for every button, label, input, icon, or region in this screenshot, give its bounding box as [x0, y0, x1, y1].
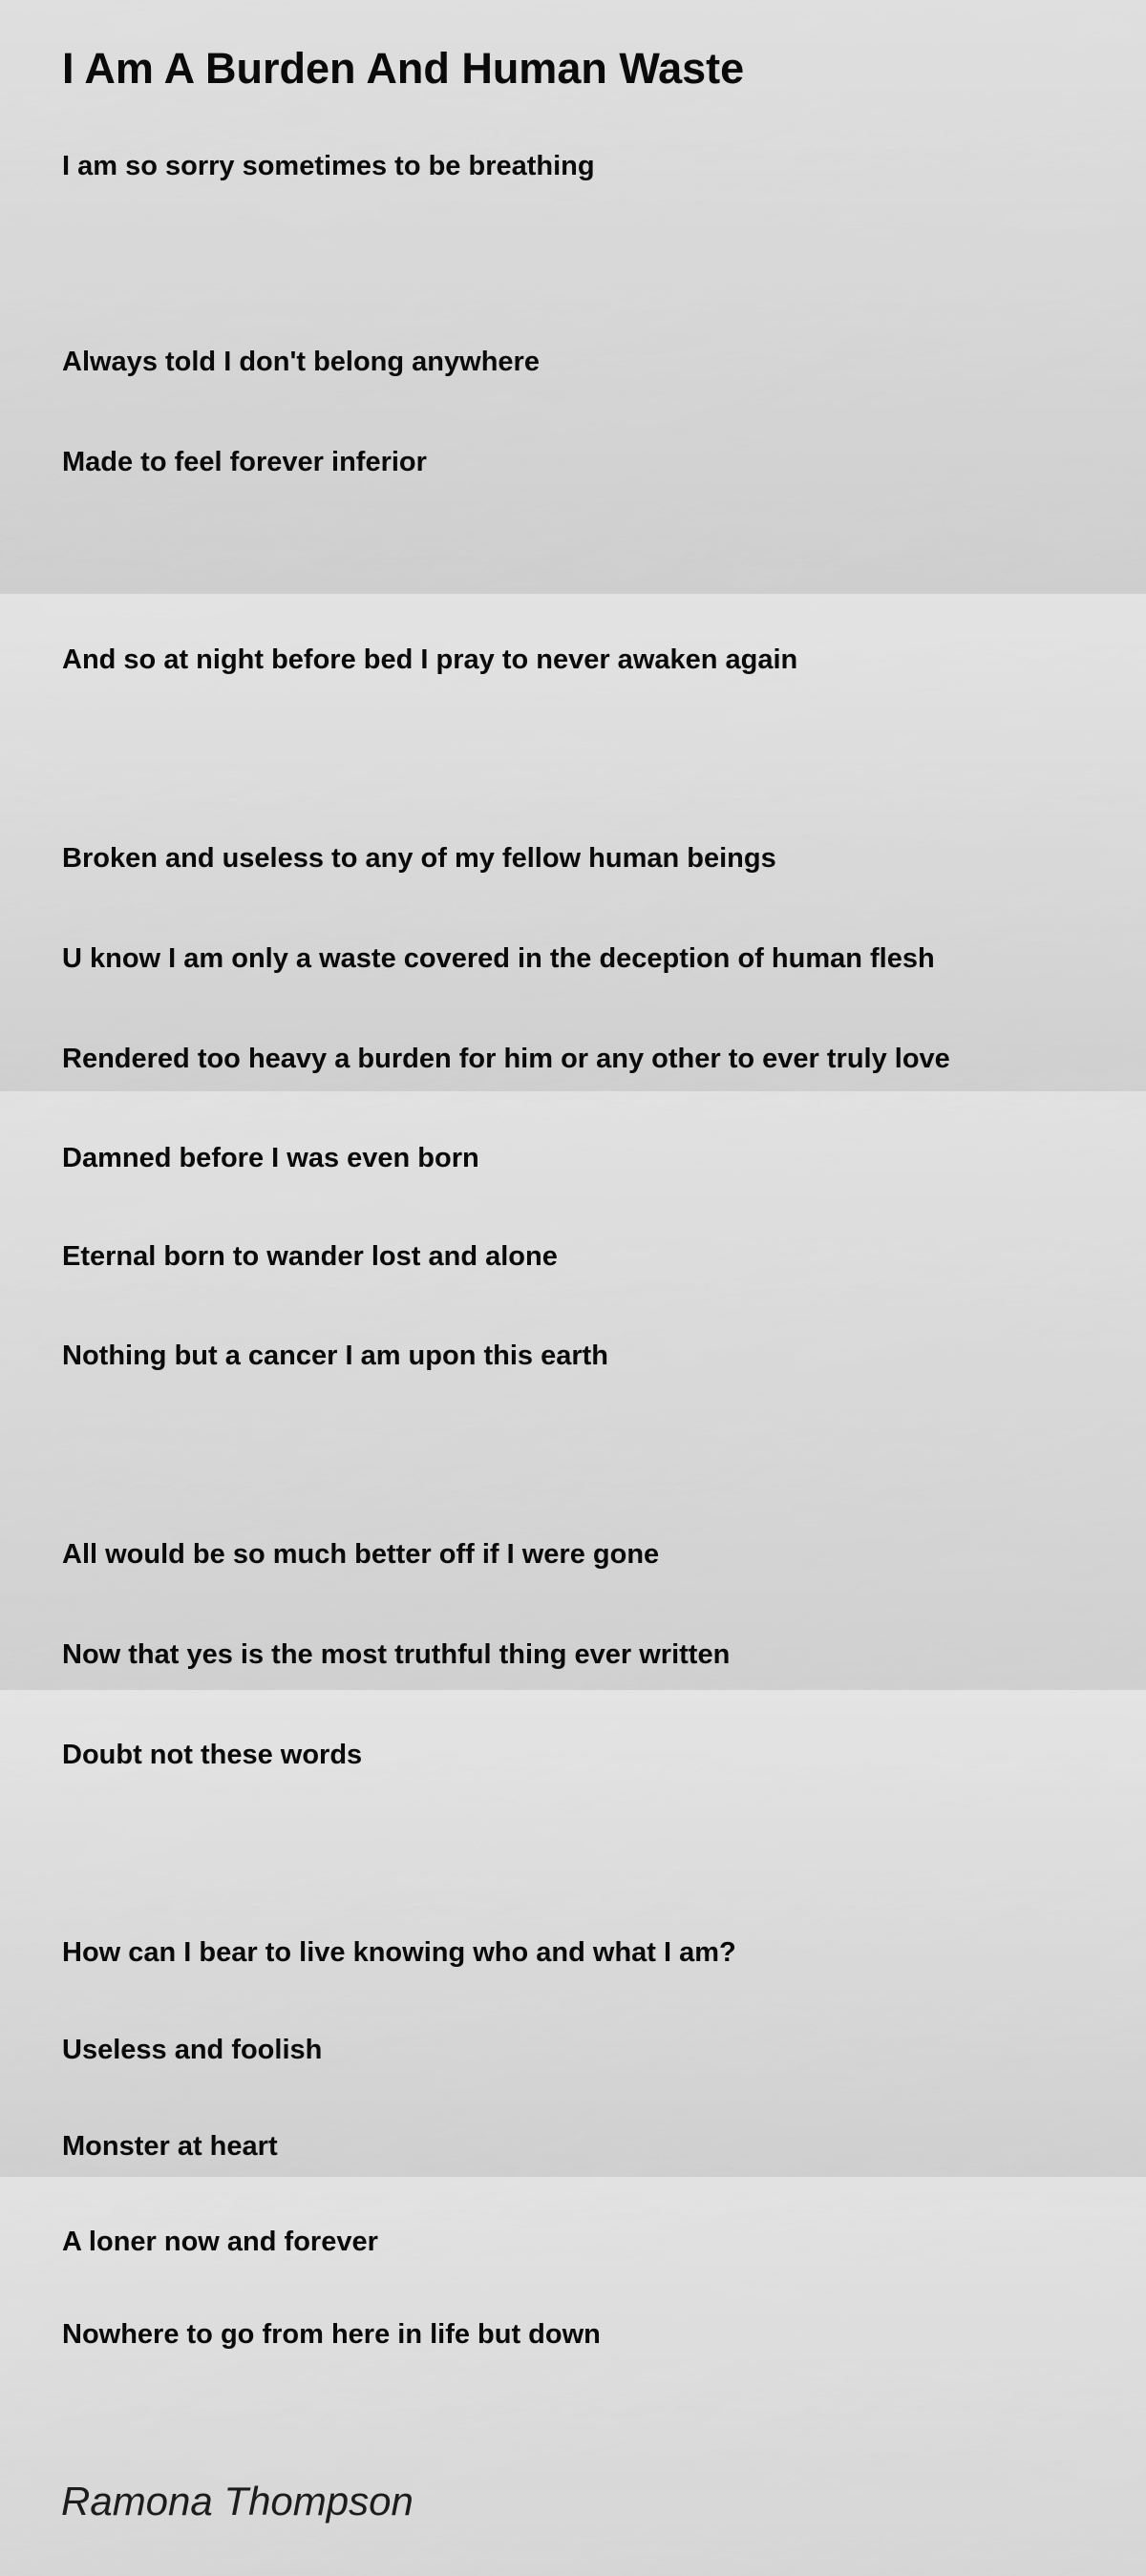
poem-line-3: Made to feel forever inferior: [62, 447, 427, 477]
poem-line-14: How can I bear to live knowing who and what I am?: [62, 1937, 736, 1968]
poem-line-17: A loner now and forever: [62, 2227, 378, 2257]
poem-line-10: Nothing but a cancer I am upon this earth: [62, 1341, 608, 1371]
poem-line-16: Monster at heart: [62, 2131, 278, 2162]
poem-line-1: I am so sorry sometimes to be breathing: [62, 151, 595, 181]
poem-line-9: Eternal born to wander lost and alone: [62, 1241, 558, 1272]
poem-title: I Am A Burden And Human Waste: [62, 44, 745, 93]
poem-line-12: Now that yes is the most truthful thing ever written: [62, 1639, 731, 1670]
poem-line-5: Broken and useless to any of my fellow human beings: [62, 843, 776, 874]
poem-line-7: Rendered too heavy a burden for him or any other to ever truly love: [62, 1044, 950, 1074]
poem-line-6: U know I am only a waste covered in the deception of human flesh: [62, 943, 935, 974]
poem-line-8: Damned before I was even born: [62, 1143, 479, 1173]
poem-line-2: Always told I don't belong anywhere: [62, 347, 540, 377]
poem-line-18: Nowhere to go from here in life but down: [62, 2319, 601, 2350]
poem-author-signature: Ramona Thompson: [61, 2479, 414, 2523]
poem-line-11: All would be so much better off if I were gone: [62, 1539, 660, 1570]
poem-line-13: Doubt not these words: [62, 1740, 363, 1770]
poem-line-15: Useless and foolish: [62, 2035, 323, 2065]
poem-line-4: And so at night before bed I pray to never awaken again: [62, 644, 798, 675]
